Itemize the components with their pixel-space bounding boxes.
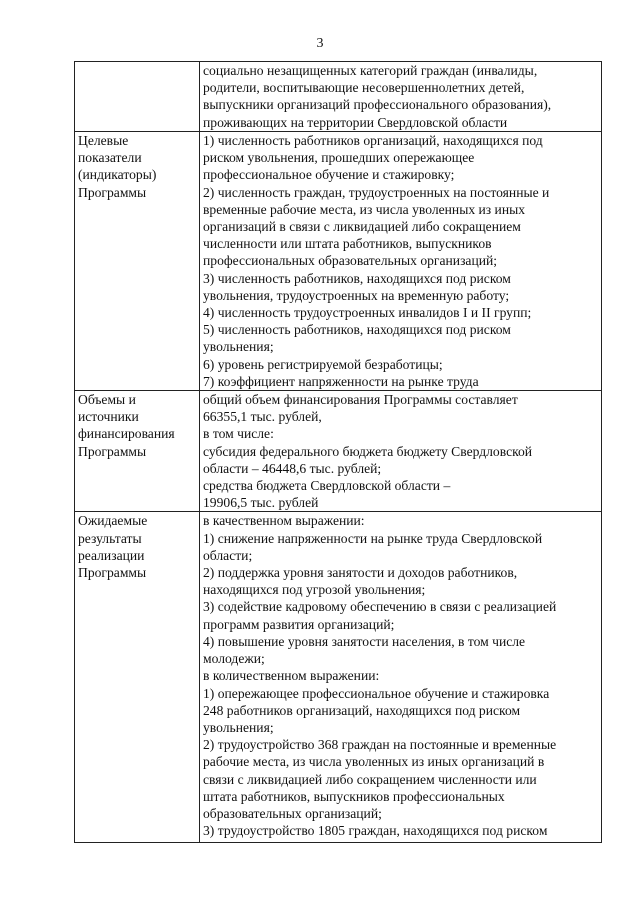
text-line: в количественном выражении: bbox=[203, 668, 380, 684]
text-line: показатели bbox=[78, 150, 142, 166]
text-line: программ развития организаций; bbox=[203, 616, 395, 632]
text-line: социально незащищенных категорий граждан (инвалиды, bbox=[203, 63, 538, 78]
program-passport-table bbox=[74, 61, 602, 843]
text-line: рабочие места, из числа уволенных из иных организаций в bbox=[203, 754, 545, 770]
text-line: увольнения, трудоустроенных на временную работу; bbox=[203, 287, 510, 303]
text-line: Целевые bbox=[78, 133, 129, 148]
text-line: увольнения; bbox=[203, 339, 274, 355]
text-line: 66355,1 тыс. рублей, bbox=[203, 409, 322, 425]
text-line: родители, воспитывающие несовершеннолетних детей, bbox=[203, 80, 525, 96]
row-content-cell bbox=[200, 391, 602, 512]
text-line: 3) численность работников, находящихся под риском bbox=[203, 270, 511, 286]
table-row-continuation bbox=[75, 62, 602, 132]
text-line: 5) численность работников, находящихся под риском bbox=[203, 322, 511, 338]
text-line: временные рабочие места, из числа уволенных из иных bbox=[203, 201, 526, 217]
text-line: финансирования bbox=[78, 426, 175, 442]
text-line: 4) численность трудоустроенных инвалидов I и II групп; bbox=[203, 305, 532, 321]
table-row-expected-results bbox=[75, 512, 602, 843]
text-line: Программы bbox=[78, 443, 147, 459]
text-line: реализации bbox=[78, 547, 145, 563]
text-line: области – 46448,6 тыс. рублей; bbox=[203, 460, 382, 476]
text-line: находящихся под угрозой увольнения; bbox=[203, 582, 426, 598]
text-line: средства бюджета Свердловской области – bbox=[203, 478, 451, 494]
text-line: организаций в связи с ликвидацией либо сокращением bbox=[203, 219, 521, 235]
table-row-funding bbox=[75, 391, 602, 512]
row-content-cell bbox=[200, 62, 602, 132]
text-line: увольнения; bbox=[203, 719, 274, 735]
text-line: 1) снижение напряженности на рынке труда Свердловской bbox=[203, 530, 543, 546]
text-line: профессиональное обучение и стажировку; bbox=[203, 167, 455, 183]
text-line: в качественном выражении: bbox=[203, 513, 365, 529]
text-line: Ожидаемые bbox=[78, 513, 148, 529]
text-line: связи с ликвидацией либо сокращением численности или bbox=[203, 771, 537, 787]
text-line: субсидия федерального бюджета бюджету Свердловской bbox=[203, 443, 533, 459]
text-line: области; bbox=[203, 547, 253, 563]
text-line: (индикаторы) bbox=[78, 167, 157, 183]
row-label-cell bbox=[75, 391, 200, 512]
text-line: образовательных организаций; bbox=[203, 805, 382, 821]
text-line: риском увольнения, прошедших опережающее bbox=[203, 150, 475, 166]
text-line: источники bbox=[78, 409, 139, 425]
text-line: проживающих на территории Свердловской области bbox=[203, 114, 508, 130]
page-number: 3 bbox=[316, 36, 324, 51]
text-line: Программы bbox=[78, 565, 147, 581]
text-line: 3) трудоустройство 1805 граждан, находящихся под риском bbox=[203, 823, 548, 839]
text-line: выпускники организаций профессионального образования), bbox=[203, 97, 552, 113]
text-line: численности или штата работников, выпускников bbox=[203, 236, 492, 252]
text-line: Программы bbox=[78, 184, 147, 200]
row-label-cell bbox=[75, 62, 200, 132]
table-row-target-indicators bbox=[75, 132, 602, 391]
text-line: 2) трудоустройство 368 граждан на постоянные и временные bbox=[203, 737, 557, 753]
text-line: 2) численность граждан, трудоустроенных на постоянные и bbox=[203, 184, 550, 200]
text-line: 7) коэффициент напряженности на рынке труда bbox=[203, 373, 479, 389]
text-line: 4) повышение уровня занятости населения, в том числе bbox=[203, 633, 526, 649]
text-line: 2) поддержка уровня занятости и доходов работников, bbox=[203, 565, 518, 581]
text-line: штата работников, выпускников профессиональных bbox=[203, 788, 505, 804]
text-line: 6) уровень регистрируемой безработицы; bbox=[203, 356, 443, 372]
text-line: 19906,5 тыс. рублей bbox=[203, 495, 319, 511]
text-line: 3) содействие кадровому обеспечению в связи с реализацией bbox=[203, 599, 557, 615]
text-line: результаты bbox=[78, 530, 142, 546]
text-line: в том числе: bbox=[203, 426, 274, 442]
row-content-cell bbox=[200, 132, 602, 391]
text-line: Объемы и bbox=[78, 392, 136, 408]
text-line: общий объем финансирования Программы составляет bbox=[203, 392, 518, 408]
row-content-cell bbox=[200, 512, 602, 843]
text-line: 248 работников организаций, находящихся под риском bbox=[203, 702, 521, 718]
row-label-cell bbox=[75, 512, 200, 843]
text-line: 1) численность работников организаций, находящихся под bbox=[203, 133, 543, 148]
text-line: 1) опережающее профессиональное обучение и стажировка bbox=[203, 685, 550, 701]
text-line: профессиональных образовательных организаций; bbox=[203, 253, 498, 269]
text-line: молодежи; bbox=[203, 651, 265, 667]
row-label-cell bbox=[75, 132, 200, 391]
